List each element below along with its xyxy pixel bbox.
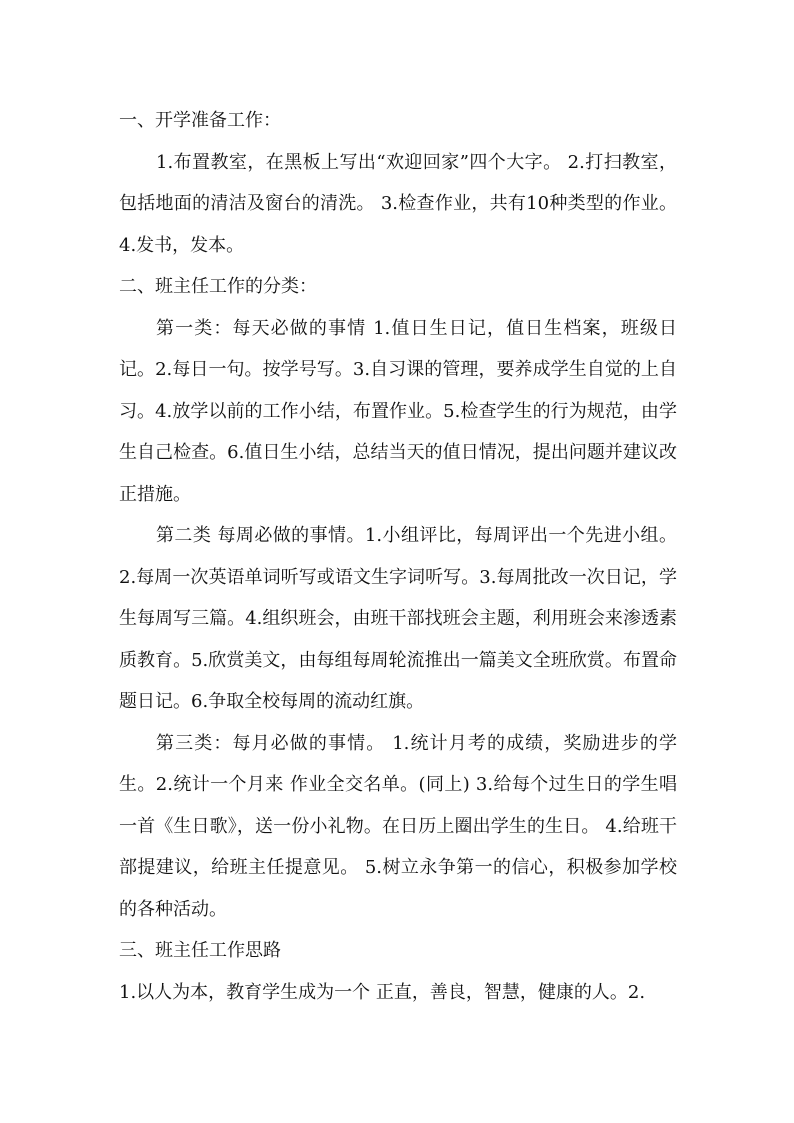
section-1-heading: 一、开学准备工作： bbox=[119, 110, 281, 131]
daily-tasks-paragraph: 第一类：每天必做的事情 1.值日生日记，值日生档案，班级日记。2.每日一句。按学号写。3.自习课的管理，要养成学生自觉的上自习。4.放学以前的工作小结，布置作业。5.检查学生的行为规范，由学生自己检查。6.值日生小结，总结当天的值日情况，提出问题并建议改正措施。 bbox=[119, 317, 677, 505]
document-body bbox=[119, 100, 677, 1013]
section-3-heading: 三、班主任工作思路 bbox=[119, 940, 281, 961]
section-2-heading: 二、班主任工作的分类： bbox=[119, 276, 317, 297]
section-3-paragraph: 1.以人为本，教育学生成为一个 正直，善良，智慧，健康的人。2. bbox=[119, 981, 646, 1003]
weekly-tasks-paragraph: 第二类 每周必做的事情。1.小组评比，每周评出一个先进小组。2.每周一次英语单词听写或语文生字词听写。3.每周批改一次日记，学生每周写三篇。4.组织班会，由班干部找班会主题，利用班会来渗透素质教育。5.欣赏美文，由每组每周轮流推出一篇美文全班欣赏。布置命题日记。6.争取全校每周的流动红旗。 bbox=[119, 525, 677, 712]
monthly-tasks-paragraph: 第三类：每月必做的事情。 1.统计月考的成绩，奖励进步的学生。2.统计一个月来 作业全交名单。(同上) 3.给每个过生日的学生唱一首《生日歌》，送一份小礼物。在日历上圈出学生的生日。 4.给班干部提建议，给班主任提意见。 5.树立永争第一的信心，积极参加学校的各种活动。 bbox=[119, 732, 677, 920]
section-1-paragraph: 1.布置教室，在黑板上写出“欢迎回家”四个大字。 2.打扫教室，包括地面的清洁及窗台的清洗。 3.检查作业，共有10种类型的作业。 4.发书，发本。 bbox=[119, 151, 677, 256]
